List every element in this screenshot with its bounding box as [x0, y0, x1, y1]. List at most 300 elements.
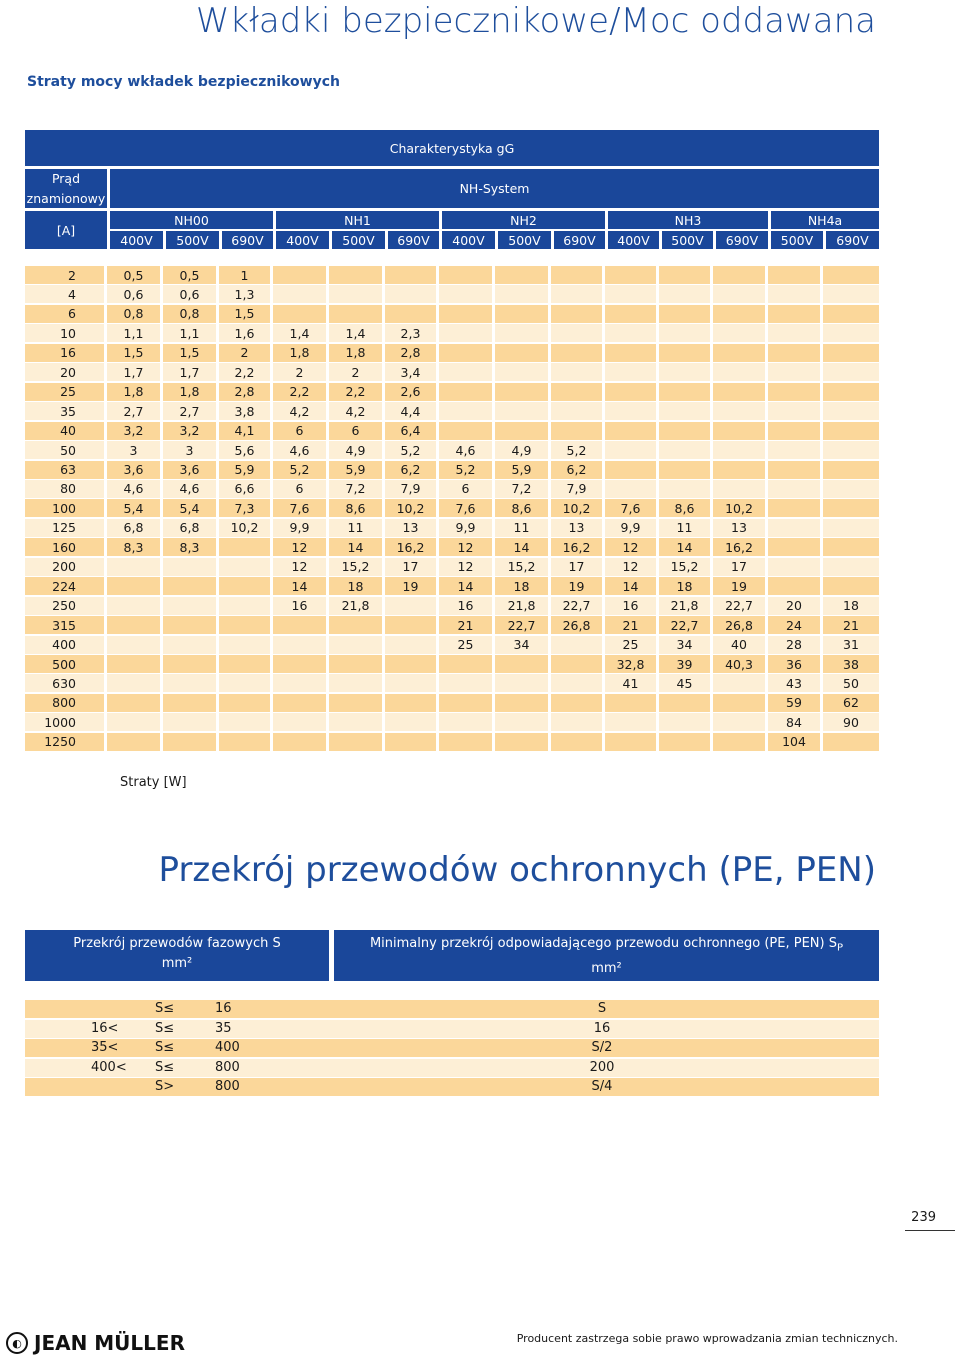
loss-value-cell	[605, 422, 659, 440]
loss-value-cell	[713, 363, 768, 381]
phase-header-unit: mm²	[161, 956, 193, 971]
loss-value-cell: 12	[605, 558, 659, 576]
loss-value-cell: 10,2	[385, 499, 439, 517]
loss-value-cell	[768, 538, 823, 556]
loss-value-cell	[551, 305, 605, 323]
loss-value-cell	[219, 694, 273, 712]
loss-value-cell	[605, 713, 659, 731]
loss-value-cell: 0,5	[163, 266, 219, 284]
table-row	[25, 538, 879, 556]
loss-value-cell: 10,2	[713, 499, 768, 517]
protective-section-value: 16	[593, 1020, 611, 1036]
voltage-header: 400V	[608, 231, 659, 249]
loss-value-cell	[273, 713, 329, 731]
voltage-header: 690V	[222, 231, 273, 249]
loss-value-cell	[273, 285, 329, 303]
loss-value-cell: 21	[605, 616, 659, 634]
loss-value-cell	[713, 383, 768, 401]
loss-value-cell: 20	[768, 597, 823, 615]
phase-operator: S≤	[155, 1001, 175, 1016]
loss-value-cell: 22,7	[659, 616, 713, 634]
loss-value-cell: 41	[605, 674, 659, 692]
loss-value-cell	[439, 402, 495, 420]
table-row	[25, 636, 879, 654]
loss-value-cell	[823, 363, 879, 381]
loss-value-cell: 21,8	[329, 597, 385, 615]
loss-value-cell: 6,2	[551, 461, 605, 479]
loss-value-cell: 8,6	[495, 499, 551, 517]
loss-value-cell	[768, 344, 823, 362]
loss-value-cell	[659, 266, 713, 284]
page-title: Wkładki bezpiecznikowe/Moc oddawana	[195, 1, 876, 41]
loss-value-cell	[495, 285, 551, 303]
loss-value-cell	[273, 636, 329, 654]
loss-value-cell: 17	[551, 558, 605, 576]
loss-value-cell: 3,2	[163, 422, 219, 440]
loss-value-cell: 5,9	[495, 461, 551, 479]
loss-value-cell: 2,3	[385, 324, 439, 342]
table-row	[25, 1059, 879, 1077]
loss-value-cell	[329, 266, 385, 284]
loss-value-cell: 15,2	[329, 558, 385, 576]
loss-value-cell	[768, 363, 823, 381]
loss-value-cell	[107, 577, 163, 595]
loss-value-cell	[107, 674, 163, 692]
loss-value-cell	[659, 422, 713, 440]
loss-value-cell	[219, 655, 273, 673]
loss-value-cell	[439, 674, 495, 692]
table-row	[25, 344, 879, 362]
page-number: 239	[911, 1210, 936, 1225]
loss-value-cell: 32,8	[605, 655, 659, 673]
loss-value-cell: 21,8	[495, 597, 551, 615]
loss-value-cell: 0,6	[107, 285, 163, 303]
table-row	[25, 441, 879, 459]
loss-value-cell	[219, 636, 273, 654]
protective-header-sub: P	[836, 942, 844, 954]
loss-value-cell: 7,6	[605, 499, 659, 517]
loss-value-cell: 17	[713, 558, 768, 576]
loss-value-cell	[659, 383, 713, 401]
loss-value-cell: 2,8	[219, 383, 273, 401]
loss-value-cell	[439, 344, 495, 362]
loss-value-cell	[768, 285, 823, 303]
loss-value-cell: 22,7	[713, 597, 768, 615]
group-header: NH4a	[771, 211, 879, 229]
loss-value-cell	[823, 422, 879, 440]
loss-value-cell: 14	[659, 538, 713, 556]
loss-value-cell: 4,2	[329, 402, 385, 420]
loss-value-cell: 1,5	[107, 344, 163, 362]
loss-value-cell	[713, 733, 768, 751]
voltage-header: 500V	[166, 231, 219, 249]
loss-value-cell	[768, 441, 823, 459]
loss-value-cell: 4,4	[385, 402, 439, 420]
table-row	[25, 616, 879, 634]
loss-value-cell	[495, 305, 551, 323]
loss-value-cell	[551, 324, 605, 342]
loss-value-cell	[219, 597, 273, 615]
loss-value-cell	[439, 694, 495, 712]
loss-value-cell: 7,6	[273, 499, 329, 517]
table-row	[25, 597, 879, 615]
loss-value-cell	[659, 344, 713, 362]
loss-value-cell: 4,6	[107, 480, 163, 498]
table-row	[25, 1039, 879, 1057]
loss-value-cell: 3,4	[385, 363, 439, 381]
loss-value-cell: 4,6	[163, 480, 219, 498]
loss-value-cell	[439, 383, 495, 401]
loss-value-cell	[823, 538, 879, 556]
loss-value-cell	[768, 402, 823, 420]
current-label-line1: Prąd	[51, 170, 81, 186]
loss-value-cell: 16,2	[713, 538, 768, 556]
group-header: NH3	[608, 211, 768, 229]
rated-current-cell: 315	[25, 616, 107, 634]
rated-current-cell: 35	[25, 402, 107, 420]
loss-value-cell	[713, 266, 768, 284]
loss-value-cell: 1,1	[107, 324, 163, 342]
loss-value-cell	[823, 733, 879, 751]
loss-value-cell: 13	[551, 519, 605, 537]
loss-value-cell	[823, 461, 879, 479]
loss-value-cell	[659, 363, 713, 381]
loss-value-cell	[823, 577, 879, 595]
voltage-header: 400V	[276, 231, 329, 249]
loss-value-cell	[713, 422, 768, 440]
phase-operator: S≤	[155, 1020, 175, 1036]
loss-value-cell	[713, 461, 768, 479]
loss-value-cell: 84	[768, 713, 823, 731]
table-row	[25, 577, 879, 595]
loss-value-cell: 3,6	[163, 461, 219, 479]
loss-value-cell	[495, 383, 551, 401]
loss-value-cell	[219, 713, 273, 731]
loss-value-cell: 16,2	[385, 538, 439, 556]
loss-value-cell: 16	[605, 597, 659, 615]
table-row	[25, 461, 879, 479]
current-unit-header: [A]	[25, 211, 107, 249]
loss-value-cell	[768, 577, 823, 595]
loss-value-cell	[219, 558, 273, 576]
loss-value-cell	[713, 713, 768, 731]
loss-value-cell	[107, 713, 163, 731]
loss-value-cell	[551, 733, 605, 751]
loss-value-cell	[551, 266, 605, 284]
loss-value-cell	[385, 266, 439, 284]
loss-value-cell: 39	[659, 655, 713, 673]
loss-value-cell	[495, 674, 551, 692]
loss-value-cell: 6,8	[107, 519, 163, 537]
loss-value-cell: 28	[768, 636, 823, 654]
loss-value-cell: 3,8	[219, 402, 273, 420]
loss-value-cell	[273, 655, 329, 673]
voltage-header: 690V	[716, 231, 768, 249]
loss-value-cell: 2,2	[273, 383, 329, 401]
loss-value-cell: 18	[823, 597, 879, 615]
loss-value-cell	[219, 616, 273, 634]
loss-value-cell	[219, 733, 273, 751]
loss-value-cell	[107, 616, 163, 634]
footer-note: Producent zastrzega sobie prawo wprowadzania zmian technicznych.	[516, 1332, 898, 1345]
loss-value-cell	[439, 655, 495, 673]
loss-value-cell: 7,9	[385, 480, 439, 498]
loss-value-cell: 8,6	[659, 499, 713, 517]
loss-value-cell	[385, 674, 439, 692]
phase-upper-bound: 400	[215, 1040, 240, 1056]
loss-value-cell	[605, 324, 659, 342]
phase-upper-bound: 16	[215, 1001, 232, 1016]
loss-value-cell	[605, 344, 659, 362]
loss-value-cell: 16,2	[551, 538, 605, 556]
loss-value-cell: 21,8	[659, 597, 713, 615]
rated-current-cell: 125	[25, 519, 107, 537]
loss-value-cell	[329, 305, 385, 323]
loss-value-cell: 2	[273, 363, 329, 381]
loss-value-cell	[823, 519, 879, 537]
loss-value-cell: 16	[273, 597, 329, 615]
loss-value-cell: 1	[219, 266, 273, 284]
table-row	[25, 558, 879, 576]
rated-current-cell: 160	[25, 538, 107, 556]
brand-name: JEAN MÜLLER	[34, 1331, 185, 1355]
loss-value-cell: 1,4	[329, 324, 385, 342]
table-row	[25, 694, 879, 712]
protective-header-unit: mm²	[591, 960, 622, 976]
loss-value-cell	[273, 733, 329, 751]
phase-upper-bound: 35	[215, 1020, 232, 1036]
loss-value-cell	[107, 733, 163, 751]
loss-value-cell	[768, 383, 823, 401]
loss-value-cell: 34	[495, 636, 551, 654]
loss-value-cell: 90	[823, 713, 879, 731]
loss-value-cell: 10,2	[551, 499, 605, 517]
table-row	[25, 713, 879, 731]
phase-lower-bound: 400<	[91, 1059, 127, 1075]
loss-value-cell: 25	[439, 636, 495, 654]
loss-value-cell	[605, 480, 659, 498]
loss-value-cell	[107, 694, 163, 712]
loss-value-cell	[219, 538, 273, 556]
loss-value-cell	[495, 733, 551, 751]
loss-value-cell: 43	[768, 674, 823, 692]
loss-value-cell: 0,8	[107, 305, 163, 323]
loss-value-cell: 9,9	[273, 519, 329, 537]
loss-value-cell	[659, 480, 713, 498]
loss-value-cell	[273, 305, 329, 323]
loss-value-cell: 3	[107, 441, 163, 459]
loss-value-cell	[605, 266, 659, 284]
rated-current-cell: 630	[25, 674, 107, 692]
loss-value-cell	[439, 713, 495, 731]
loss-value-cell: 21	[439, 616, 495, 634]
loss-value-cell	[823, 285, 879, 303]
loss-value-cell: 19	[385, 577, 439, 595]
table-row	[25, 655, 879, 673]
loss-value-cell	[605, 363, 659, 381]
rated-current-cell: 4	[25, 285, 107, 303]
loss-value-cell: 25	[605, 636, 659, 654]
system-header: NH-System	[110, 169, 879, 208]
table-row	[25, 305, 879, 323]
rated-current-cell: 800	[25, 694, 107, 712]
loss-value-cell: 45	[659, 674, 713, 692]
table-row	[25, 402, 879, 420]
rated-current-cell: 250	[25, 597, 107, 615]
loss-value-cell	[163, 616, 219, 634]
loss-value-cell: 12	[439, 558, 495, 576]
loss-value-cell	[329, 655, 385, 673]
loss-value-cell	[659, 305, 713, 323]
loss-value-cell: 31	[823, 636, 879, 654]
loss-value-cell	[551, 344, 605, 362]
loss-value-cell: 14	[495, 538, 551, 556]
group-header: NH00	[110, 211, 273, 229]
rated-current-cell: 1000	[25, 713, 107, 731]
loss-value-cell: 0,6	[163, 285, 219, 303]
loss-value-cell: 5,4	[163, 499, 219, 517]
loss-value-cell: 0,8	[163, 305, 219, 323]
loss-value-cell: 62	[823, 694, 879, 712]
protective-section-value: S	[597, 1001, 607, 1016]
loss-value-cell	[605, 383, 659, 401]
phase-upper-bound: 800	[215, 1059, 240, 1075]
loss-value-cell: 1,8	[329, 344, 385, 362]
loss-value-cell	[439, 363, 495, 381]
loss-value-cell	[329, 616, 385, 634]
loss-value-cell: 104	[768, 733, 823, 751]
loss-value-cell: 21	[823, 616, 879, 634]
loss-value-cell: 4,9	[495, 441, 551, 459]
loss-value-cell	[551, 402, 605, 420]
loss-value-cell	[163, 636, 219, 654]
voltage-header: 400V	[110, 231, 163, 249]
table-row	[25, 480, 879, 498]
protective-section-value: S/4	[591, 1079, 613, 1095]
loss-value-cell: 1,3	[219, 285, 273, 303]
loss-value-cell: 4,2	[273, 402, 329, 420]
loss-value-cell	[659, 324, 713, 342]
table-row	[25, 519, 879, 537]
loss-value-cell: 3,6	[107, 461, 163, 479]
loss-value-cell: 15,2	[495, 558, 551, 576]
loss-value-cell: 3	[163, 441, 219, 459]
loss-value-cell: 12	[605, 538, 659, 556]
phase-operator: S>	[155, 1079, 175, 1095]
phase-lower-bound: 35<	[91, 1040, 119, 1056]
loss-value-cell: 40,3	[713, 655, 768, 673]
table-row	[25, 1078, 879, 1096]
loss-value-cell	[605, 733, 659, 751]
loss-value-cell	[659, 285, 713, 303]
losses-label: Straty [W]	[120, 775, 187, 790]
phase-operator: S≤	[155, 1059, 175, 1075]
voltage-header: 400V	[442, 231, 495, 249]
rated-current-cell: 500	[25, 655, 107, 673]
loss-value-cell	[659, 713, 713, 731]
current-label-line2: znamionowy	[26, 190, 106, 206]
loss-value-cell: 18	[329, 577, 385, 595]
loss-value-cell: 36	[768, 655, 823, 673]
loss-value-cell: 6	[273, 422, 329, 440]
loss-value-cell	[495, 713, 551, 731]
phase-lower-bound: 16<	[91, 1020, 119, 1036]
loss-value-cell: 9,9	[605, 519, 659, 537]
loss-value-cell	[273, 694, 329, 712]
loss-value-cell	[439, 733, 495, 751]
loss-value-cell	[495, 324, 551, 342]
table-row	[25, 1000, 879, 1018]
section-subtitle: Straty mocy wkładek bezpiecznikowych	[27, 74, 340, 90]
loss-value-cell: 4,6	[273, 441, 329, 459]
loss-value-cell	[329, 674, 385, 692]
table-row	[25, 285, 879, 303]
loss-value-cell: 1,1	[163, 324, 219, 342]
table-row	[25, 422, 879, 440]
loss-value-cell	[495, 694, 551, 712]
loss-value-cell	[823, 480, 879, 498]
section-title-pe: Przekrój przewodów ochronnych (PE, PEN)	[158, 850, 876, 890]
protective-header-text: Minimalny przekrój odpowiadającego przewodu ochronnego (PE, PEN) S	[369, 936, 837, 951]
table-row	[25, 383, 879, 401]
loss-value-cell: 1,8	[273, 344, 329, 362]
loss-value-cell	[713, 441, 768, 459]
table-row	[25, 266, 879, 284]
loss-value-cell: 1,4	[273, 324, 329, 342]
loss-value-cell: 11	[659, 519, 713, 537]
loss-value-cell: 7,3	[219, 499, 273, 517]
loss-value-cell: 5,4	[107, 499, 163, 517]
loss-value-cell	[551, 636, 605, 654]
loss-value-cell	[713, 305, 768, 323]
loss-value-cell: 5,9	[219, 461, 273, 479]
loss-value-cell: 2,8	[385, 344, 439, 362]
loss-value-cell: 22,7	[495, 616, 551, 634]
loss-value-cell: 8,6	[329, 499, 385, 517]
loss-value-cell	[713, 694, 768, 712]
loss-value-cell	[439, 285, 495, 303]
loss-value-cell	[768, 305, 823, 323]
loss-value-cell	[605, 461, 659, 479]
loss-value-cell: 14	[273, 577, 329, 595]
loss-value-cell: 24	[768, 616, 823, 634]
loss-value-cell: 4,1	[219, 422, 273, 440]
loss-value-cell	[713, 480, 768, 498]
loss-value-cell: 5,2	[439, 461, 495, 479]
loss-value-cell	[439, 422, 495, 440]
page-number-rule	[905, 1230, 955, 1231]
loss-value-cell	[551, 674, 605, 692]
loss-value-cell	[385, 655, 439, 673]
loss-value-cell	[329, 285, 385, 303]
rated-current-cell: 200	[25, 558, 107, 576]
loss-value-cell	[107, 636, 163, 654]
loss-value-cell	[823, 324, 879, 342]
loss-value-cell	[107, 655, 163, 673]
loss-value-cell: 2	[329, 363, 385, 381]
loss-value-cell: 59	[768, 694, 823, 712]
loss-value-cell: 9,9	[439, 519, 495, 537]
loss-value-cell	[768, 480, 823, 498]
loss-value-cell: 3,2	[107, 422, 163, 440]
loss-value-cell	[659, 694, 713, 712]
loss-value-cell: 6,8	[163, 519, 219, 537]
loss-value-cell	[495, 422, 551, 440]
loss-value-cell: 6,2	[385, 461, 439, 479]
loss-value-cell	[713, 285, 768, 303]
brand-mark-icon: ◐	[6, 1332, 28, 1354]
rated-current-cell: 25	[25, 383, 107, 401]
